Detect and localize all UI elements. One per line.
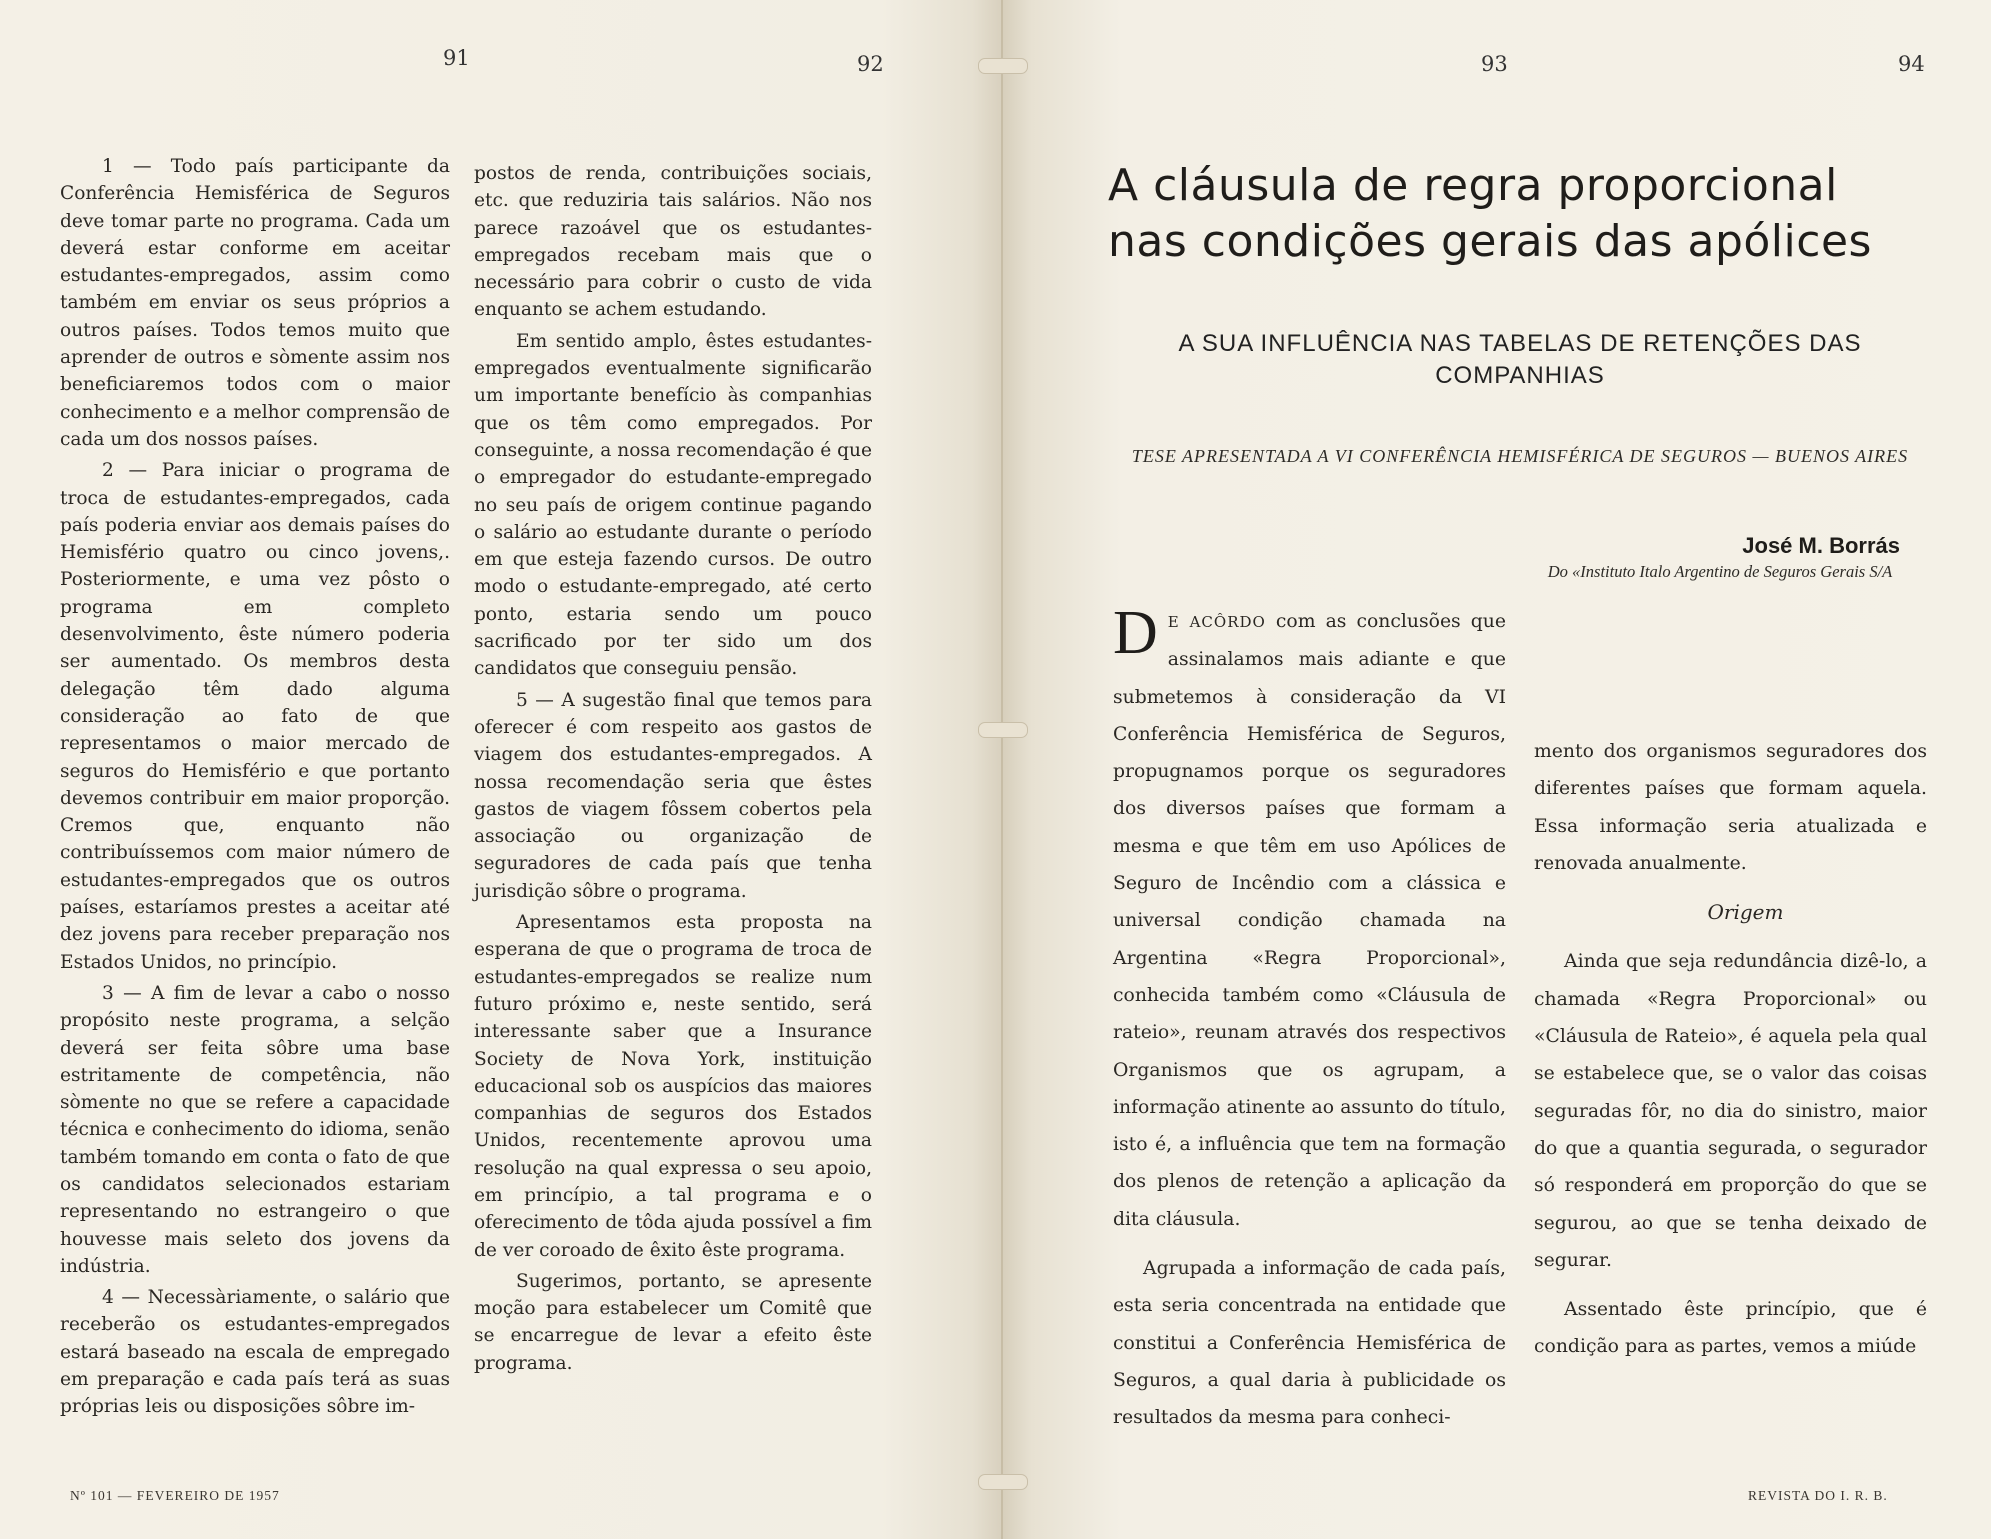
lead-smallcaps: E ACÔRDO — [1167, 613, 1266, 631]
binding-stitch — [978, 1474, 1028, 1490]
page-93-text-column — [1113, 599, 1506, 1449]
paragraph: Apresentamos esta proposta na esperana de que o programa de troca de estudantes-empregados se realize num futuro próximo e, neste sentido, será interessante saber que a Insurance Society de Nova York, instituição educacional sob os auspícios das maiores companhias de seguros dos Estados Unidos, recentemente aprovou uma resolução na qual expressa o seu apoio, em princípio, a tal programa e o oferecimento de tôda ajuda possível a fim de ver coroado de êxito êste programa. — [474, 912, 872, 1261]
paragraph: postos de renda, contribuições sociais, etc. que reduziria tais salários. Não nos parece razoável que os estudantes-empregados recebam mais que o necessário para cobrir o custo de vida enquanto se achem estudando. — [474, 163, 872, 321]
lead-paragraph — [1113, 599, 1506, 1238]
issue-footer: Nº 101 — FEVEREIRO DE 1957 — [70, 1488, 280, 1503]
author-name: José M. Borrás — [1742, 533, 1900, 558]
thesis-note: TESE APRESENTADA A VI CONFERÊNCIA HEMISFÉRICA DE SEGUROS — BUENOS AIRES — [1131, 446, 1909, 466]
page-94-text-column — [1534, 733, 1927, 1378]
paragraph: 2 — Para iniciar o programa de troca de estudantes-empregados, cada país poderia enviar aos demais países do Hemisfério quatro ou cinco jovens,. Posteriormente, e uma vez pôsto o programa em completo desenvolvimento, êste número poderia ser aumentado. Os membros desta delegação têm dado alguma consideração ao fato de que representamos o maior mercado de seguros do Hemisfério e que portanto devemos contribuir em maior proporção. Cremos que, enquanto não contribuíssemos com maior número de estudantes-empregados que os outros países, estaríamos prestes a aceitar até dez jovens para receber preparação nos Estados Unidos, no princípio. — [60, 460, 450, 973]
binding-gutter — [1001, 0, 1003, 1539]
paragraph: Em sentido amplo, êstes estudantes-empregados eventualmente significarão um importante benefício às companhias que os têm como empregados. Por conseguinte, a nossa recomendação é que o empregador do estudante-empregado no seu país de origem continue pagando o salário ao estudante durante o período em que esteja fazendo cursos. De outro modo o estudante-empregado, até certo ponto, estaria sendo um pouco sacrificado por ter sido um dos candidatos que conseguiu pensão. — [474, 330, 872, 680]
paragraph: Assentado êste princípio, que é condição para as partes, vemos a miúde — [1534, 1299, 1927, 1358]
paragraph: 5 — A sugestão final que temos para oferecer é com respeito aos gastos de viagem dos estudantes-empregados. A nossa recomendação seria que êstes gastos de viagem fôssem cobertos pela associação ou organização de seguradores de cada país que tenha jurisdição sôbre o programa. — [474, 689, 872, 902]
drop-cap: D — [1113, 599, 1158, 667]
author-affiliation: Do «Instituto Italo Argentino de Seguros Gerais S/A — [1547, 562, 1893, 581]
paragraph: mento dos organismos seguradores dos diferentes países que formam aquela. Essa informação seria atualizada e renovada anualmente. — [1534, 741, 1927, 874]
paragraph: Ainda que seja redundância dizê-lo, a chamada «Regra Proporcional» ou «Cláusula de Rateio», é aquela pela qual se estabelece que, se o valor das coisas seguradas fôr, no dia do sinistro, maior do que a quantia segurada, o segurador só responderá em proporção do que se segurou, ao que se tenha deixado de segurar. — [1534, 951, 1927, 1271]
page-92-text-column — [474, 160, 872, 1381]
binding-stitch — [978, 58, 1028, 74]
page-number-93: 93 — [1481, 52, 1508, 76]
paragraph: Sugerimos, portanto, se apresente moção para estabelecer um Comitê que se encarregue de levar a efeito êste programa. — [474, 1270, 872, 1374]
paragraph: 4 — Necessàriamente, o salário que receberão os estudantes-empregados estará baseado na escala de empregado em preparação e cada país terá as suas próprias leis ou disposições sôbre im- — [60, 1287, 450, 1418]
paragraph: 1 — Todo país participante da Conferência Hemisférica de Seguros deve tomar parte no programa. Cada um deverá estar conforme em aceitar estudantes-empregados, assim como também em enviar os seus próprios a outros países. Todos temos muito que aprender de outros e sòmente assim nos beneficiaremos todos com o maior conhecimento e a melhor comprensão de cada um dos nossos países. — [60, 156, 450, 450]
binding-stitch — [978, 722, 1028, 738]
page-number-91: 91 — [443, 46, 470, 70]
section-heading: Origem — [1707, 900, 1784, 925]
article-subtitle: A SUA INFLUÊNCIA NAS TABELAS DE RETENÇÕES DAS COMPANHIAS — [1178, 330, 1862, 389]
lead-text: com as conclusões que assinalamos mais adiante e que submetemos à consideração da VI Conferência Hemisférica de Seguros, propugnamos porque os seguradores dos diversos países que formam a mesma e que têm em uso Apólices de Seguro de Incêndio com a clássica e universal condição chamada na Argentina «Regra Proporcional», conhecida também como «Cláusula de rateio», reunam através dos respectivos Organismos que os agrupam, a informação atinente ao assunto do título, isto é, a influência que tem na formação dos plenos de retenção a aplicação da dita cláusula. — [1113, 611, 1506, 1230]
article-title: A cláusula de regra proporcional nas condições gerais das apólices — [1108, 160, 1872, 267]
paragraph: Agrupada a informação de cada país, esta seria concentrada na entidade que constitui a Conferência Hemisférica de Seguros, a qual daria à publicidade os resultados da mesma para conheci- — [1113, 1258, 1506, 1429]
page-91-text-column — [60, 153, 450, 1425]
page-number-92: 92 — [857, 52, 884, 76]
page-number-94: 94 — [1898, 52, 1925, 76]
paragraph: 3 — A fim de levar a cabo o nosso propósito neste programa, a selção deverá ser feita sôbre uma base estritamente de competência, não sòmente no que se refere a capacidade técnica e conhecimento do idioma, senão também tomando em conta o fato de que os candidatos selecionados estariam representando no estrangeiro o que houvesse mais seleto dos jovens da indústria. — [60, 982, 450, 1277]
journal-footer: REVISTA DO I. R. B. — [1748, 1488, 1888, 1503]
